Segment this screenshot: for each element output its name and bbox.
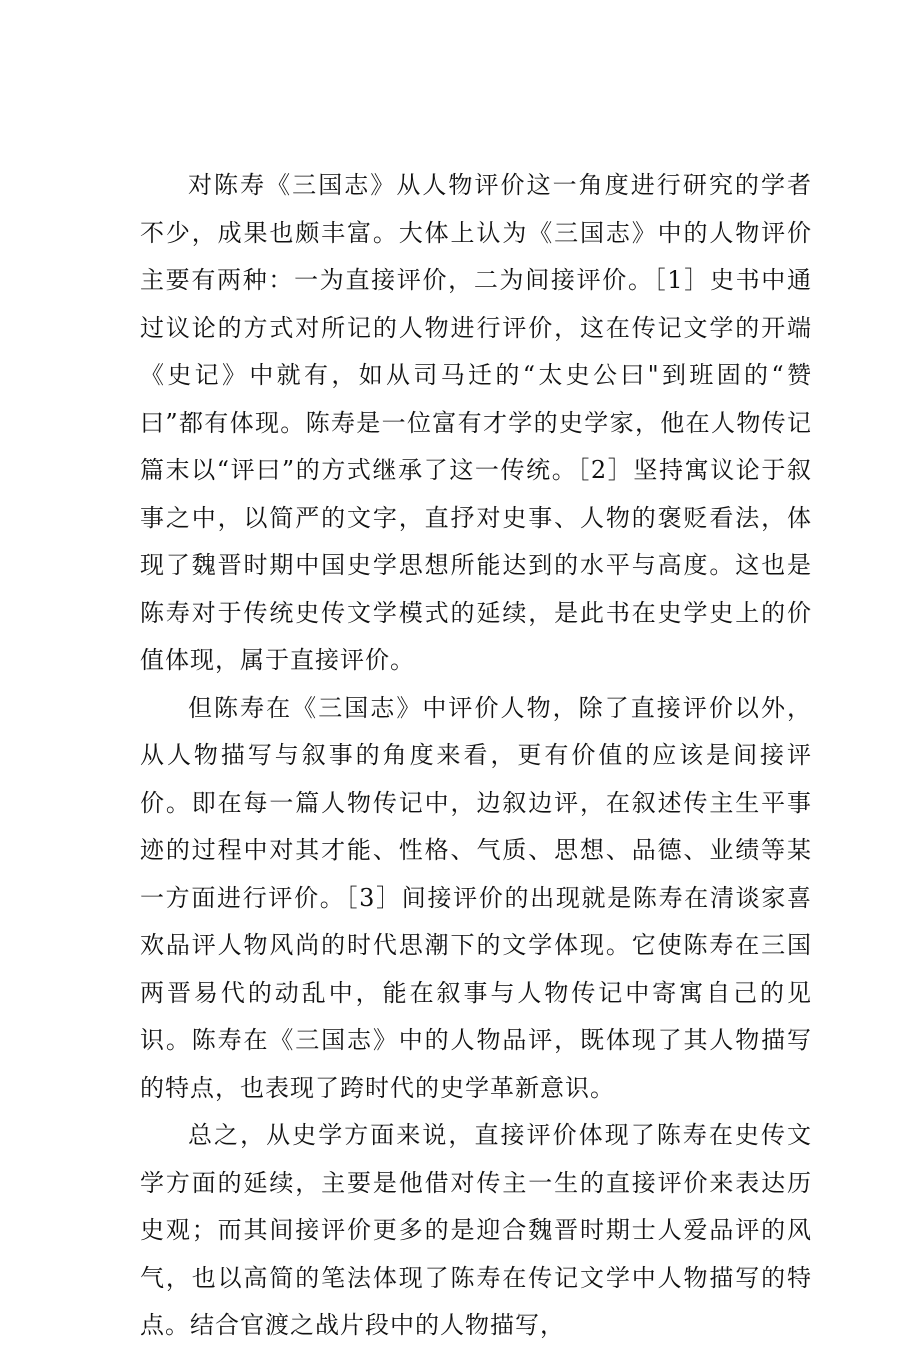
body-text [140,162,812,1350]
paragraph-2: 但陈寿在《三国志》中评价人物，除了直接评价以外，从人物描写与叙事的角度来看，更有价值的应该是间接评价。即在每一篇人物传记中，边叙边评，在叙述传主生平事迹的过程中对其才能、性格、气质、思想、品德、业绩等某一方面进行评价。［3］间接评价的出现就是陈寿在清谈家喜欢品评人物风尚的时代思潮下的文学体现。它使陈寿在三国两晋易代的动乱中，能在叙事与人物传记中寄寓自己的见识。陈寿在《三国志》中的人物品评，既体现了其人物描写的特点，也表现了跨时代的史学革新意识。 [140,693,812,1102]
paragraph-3: 总之，从史学方面来说，直接评价体现了陈寿在史传文学方面的延续，主要是他借对传主一生的直接评价来表达历史观；而其间接评价更多的是迎合魏晋时期士人爱品评的风气，也以高简的笔法体现了陈寿在传记文学中人物描写的特点。结合官渡之战片段中的人物描写， [140,1121,812,1339]
paragraph-1: 对陈寿《三国志》从人物评价这一角度进行研究的学者不少，成果也颇丰富。大体上认为《三国志》中的人物评价主要有两种：一为直接评价，二为间接评价。［1］史书中通过议论的方式对所记的人物进行评价，这在传记文学的开端《史记》中就有，如从司马迁的“太史公曰"到班固的“赞曰”都有体现。陈寿是一位富有才学的史学家，他在人物传记篇末以“评曰”的方式继承了这一传统。［2］坚持寓议论于叙事之中，以简严的文字，直抒对史事、人物的褒贬看法，体现了魏晋时期中国史学思想所能达到的水平与高度。这也是陈寿对于传统史传文学模式的延续，是此书在史学史上的价值体现，属于直接评价。 [140,171,812,674]
